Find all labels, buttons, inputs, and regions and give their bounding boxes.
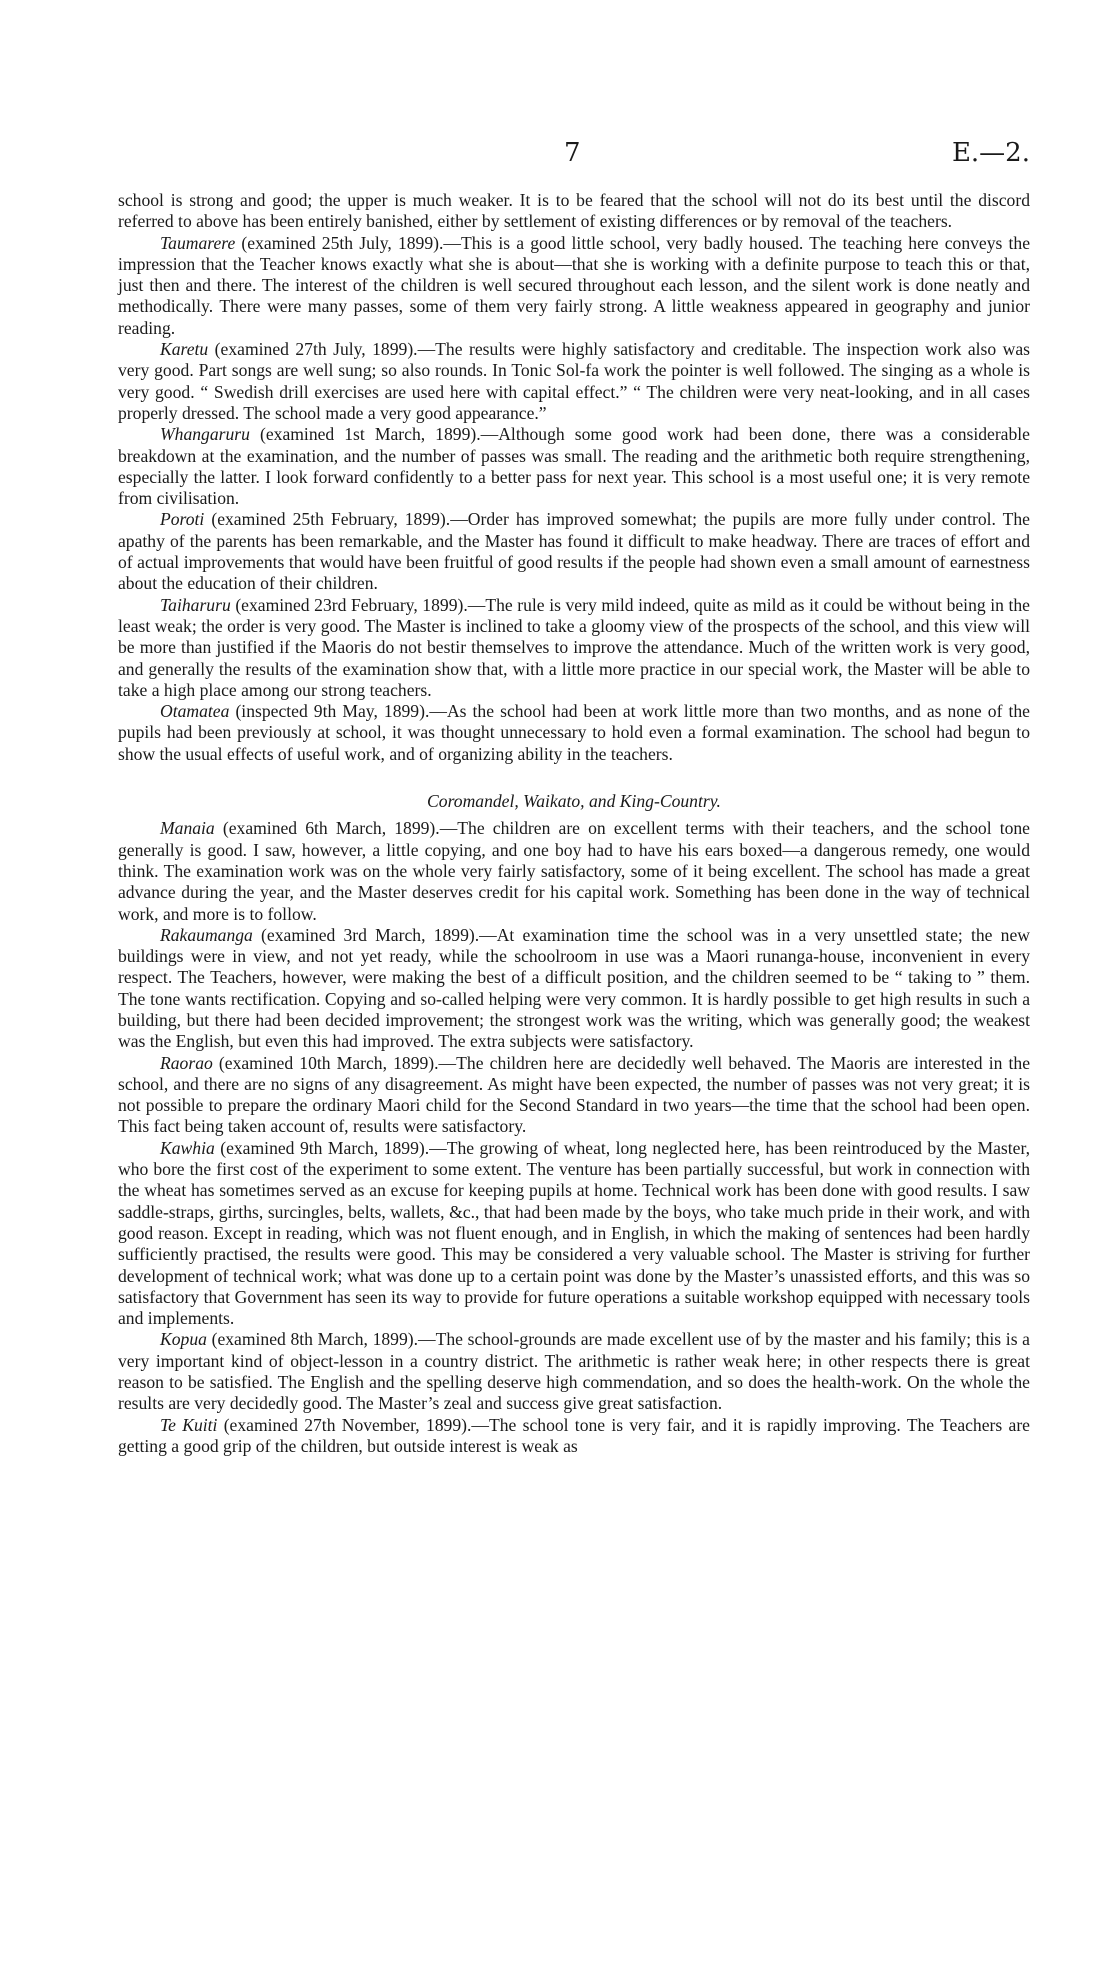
school-name: Poroti: [160, 509, 205, 530]
continued-paragraph: school is strong and good; the upper is much weaker. It is to be feared that the school will not do its best until the discord referred to above has been entirely banished, either by settlement of existing differences or by removal of the teachers.: [118, 190, 1030, 232]
report-text: (examined 25th July, 1899).—This is a good little school, very badly housed. The teaching here conveys the impression that the Teacher knows exactly what she is about—that she is working with a definite purpose to teach this or that, just then and there. The interest of the children is well secured throughout each lesson, and the silent work is done neatly and methodically. There were many passes, some of them very fairly strong. A little weakness appeared in geography and junior reading.: [118, 232, 1030, 338]
school-name: Karetu: [160, 339, 209, 360]
school-name: Rakaumanga: [160, 924, 253, 945]
school-name: Taumarere: [160, 232, 236, 253]
school-name: Taiharuru: [160, 594, 231, 615]
school-report-paragraph: [118, 701, 1030, 765]
report-text: (examined 6th March, 1899).—The children are on excellent terms with their teachers, and the school tone generally is good. I saw, however, a little copying, and one boy had to have his ears boxed—a dangerous remedy, one would think. The examination work was on the whole very fairly satisfactory, some of it being excellent. The school has made a great advance during the year, and the Master deserves credit for his capital work. Something has been done in the way of technical work, and more is to follow.: [118, 818, 1030, 924]
document-body: [118, 190, 1030, 1457]
page-header: [118, 138, 1030, 170]
school-name: Whangaruru: [160, 424, 250, 445]
report-text: (examined 27th July, 1899).—The results were highly satisfactory and creditable. The inspection work also was very good. Part songs are well sung; so also rounds. In Tonic Sol-fa work the pointer is well followed. The singing as a whole is very good. “ Swedish drill exercises are used here with capital effect.” “ The children were very neat-looking, and in all cases properly dressed. The school made a very good appearance.”: [118, 339, 1030, 423]
report-text: (examined 3rd March, 1899).—At examination time the school was in a very unsettled state; the new buildings were in view, and not yet ready, while the schoolroom in use was a Maori runanga-house, inconvenient in every respect. The Teachers, however, were making the best of a difficult position, and the children seemed to be “ taking to ” them. The tone wants rectification. Copying and so-called helping were very common. It is hardly possible to get high results in such a building, but there had been decided improvement; the strongest work was the writing, which was generally good; the weakest was the English, but even this had improved. The extra subjects were satisfactory.: [118, 924, 1030, 1052]
report-text: (inspected 9th May, 1899).—As the school had been at work little more than two months, and as none of the pupils had been previously at school, it was thought unnecessary to hold even a formal examination. The school had begun to show the usual effects of useful work, and of organizing ability in the teachers.: [118, 701, 1030, 764]
report-text: (examined 10th March, 1899).—The children here are decidedly well behaved. The Maoris are interested in the school, and there are no signs of any disagreement. As might have been expected, the number of passes was not very great; it is not possible to prepare the ordinary Maori child for the Second Standard in two years—the time that the school had been open. This fact being taken account of, results were satisfactory.: [118, 1052, 1030, 1137]
report-text: (examined 8th March, 1899).—The school-grounds are made excellent use of by the master and his family; this is a very important kind of object-lesson in a country district. The arithmetic is rather weak here; in other respects there is great reason to be satisfied. The English and the spelling deserve high commendation, and so does the health-work. On the whole the results are very decidedly good. The Master’s zeal and success give great satisfaction.: [118, 1329, 1030, 1414]
school-report-paragraph: [118, 233, 1030, 339]
school-report-paragraph: [118, 424, 1030, 509]
school-name: Kawhia: [160, 1137, 215, 1158]
report-text: (examined 1st March, 1899).—Although some good work had been done, there was a considerable breakdown at the examination, and the number of passes was small. The reading and the arithmetic both require strengthening, especially the latter. I look forward confidently to a better pass for next year. This school is a most useful one; it is very remote from civilisation.: [118, 424, 1030, 509]
school-report-paragraph: [118, 818, 1030, 924]
school-report-paragraph: [118, 1415, 1030, 1458]
page-number: 7: [564, 138, 581, 168]
school-name: Kopua: [160, 1329, 207, 1350]
report-text: (examined 23rd February, 1899).—The rule is very mild indeed, quite as mild as it could be without being in the least weak; the order is very good. The Master is inclined to take a gloomy view of the prospects of the school, and this view will be more than justified if the Maoris do not bestir themselves to improve the attendance. Much of the written work is very good, and generally the results of the examination show that, with a little more practice in our special work, the Master will be able to take a high place among our strong teachers.: [118, 594, 1030, 700]
report-text: (examined 25th February, 1899).—Order has improved somewhat; the pupils are more fully under control. The apathy of the parents has been remarkable, and the Master has found it difficult to make headway. There are traces of effort and of actual improvements that would have been fruitful of good results if the people had shown even a small amount of earnestness about the education of their children.: [118, 509, 1030, 594]
school-name: Otamatea: [160, 701, 230, 722]
school-report-paragraph: [118, 339, 1030, 424]
school-report-paragraph: [118, 1138, 1030, 1330]
report-text: (examined 27th November, 1899).—The school tone is very fair, and it is rapidly improving. The Teachers are getting a good grip of the children, but outside interest is weak as: [118, 1414, 1030, 1456]
school-report-paragraph: [118, 595, 1030, 701]
section-heading: Coromandel, Waikato, and King-Country.: [427, 791, 721, 812]
report-text: (examined 9th March, 1899).—The growing of wheat, long neglected here, has been reintroduced by the Master, who bore the first cost of the experiment to some extent. The venture has been partially successful, but work in connection with the wheat has sometimes served as an excuse for keeping pupils at home. Technical work has been done with good results. I saw saddle-straps, girths, surcingles, belts, wallets, &c., that had been made by the boys, who take much pride in their work, and with good reason. Except in reading, which was not fluent enough, and in English, in which the making of sentences had been hardly sufficiently practised, the results were good. This may be considered a very valuable school. The Master is striving for further development of technical work; what was done up to a certain point was done by the Master’s unassisted efforts, and this was so satisfactory that Government has seen its way to provide for future operations a suitable workshop equipped with necessary tools and implements.: [118, 1137, 1030, 1329]
school-name: Te Kuiti: [160, 1414, 218, 1435]
school-report-paragraph: [118, 1329, 1030, 1414]
school-name: Raorao: [160, 1052, 213, 1073]
page-code: E.—2.: [951, 138, 1030, 168]
school-report-paragraph: [118, 925, 1030, 1053]
school-name: Manaia: [160, 818, 215, 839]
school-report-paragraph: [118, 509, 1030, 594]
school-report-paragraph: [118, 1053, 1030, 1138]
